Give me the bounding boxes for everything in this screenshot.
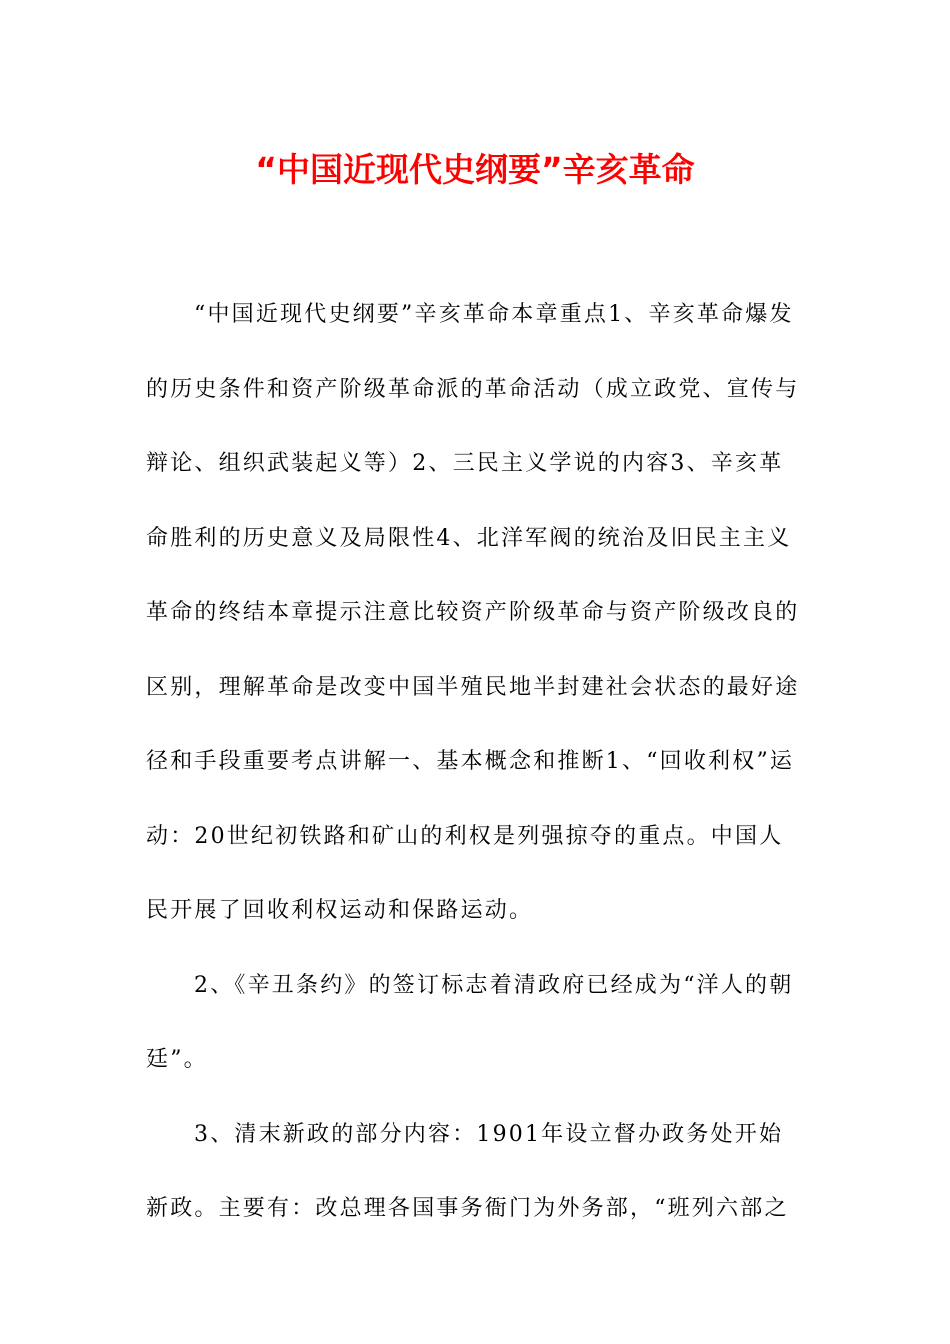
paragraph-1: “中国近现代史纲要”辛亥革命本章重点1、辛亥革命爆发的历史条件和资产阶级革命派的革命活动（成立政党、宣传与辩论、组织武装起义等）2、三民主义学说的内容3、辛亥革命胜利的历史意义及局限性4、北洋军阀的统治及旧民主主义革命的终结本章提示注意比较资产阶级革命与资产阶级改良的区别，理解革命是改变中国半殖民地半封建社会状态的最好途径和手段重要考点讲解一、基本概念和推断1、“回收利权”运动：20世纪初铁路和矿山的利权是列强掠夺的重点。中国人民开展了回收利权运动和保路运动。: [146, 302, 800, 923]
document-body: [146, 278, 806, 1247]
document-title: “中国近现代史纲要”辛亥革命: [255, 150, 695, 189]
paragraph-2: 2、《辛丑条约》的签订标志着清政府已经成为“洋人的朝廷”。: [146, 972, 794, 1072]
paragraph-3: 3、清末新政的部分内容：1901年设立督办政务处开始新政。主要有：改总理各国事务衙门为外务部，“班列六部之: [146, 1121, 789, 1221]
